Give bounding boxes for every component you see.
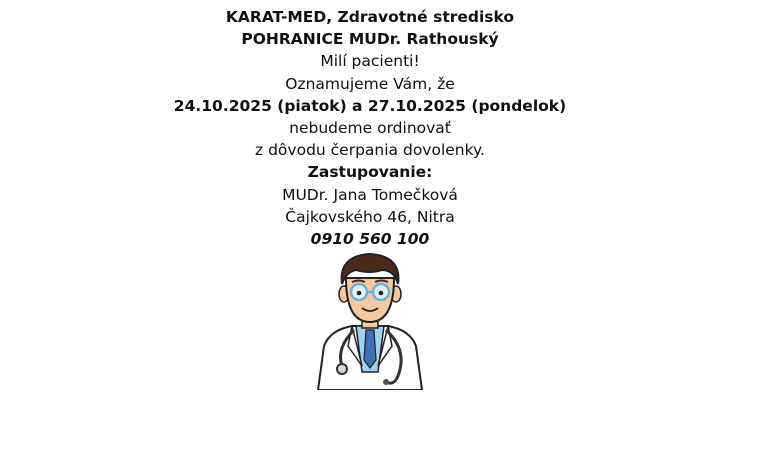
closure-dates: 24.10.2025 (piatok) a 27.10.2025 (pondelok) [173,96,567,115]
substitute-address: Čajkovského 46, Nitra [285,207,455,226]
clinic-name: KARAT-MED, Zdravotné stredisko [225,8,515,26]
doctor-cartoon-icon [290,248,450,390]
notice-text [0,6,740,250]
substitute-heading: Zastupovanie: [307,163,433,182]
closure-reason: z dôvodu čerpania dovolenky. [255,141,485,160]
closure-statement: nebudeme ordinovať [289,118,451,137]
substitute-phone: 0910 560 100 [310,229,430,248]
greeting: Milí pacienti! [320,52,420,71]
clinic-location-doctor: POHRANICE MUDr. Rathouský [241,30,499,49]
substitute-doctor-name: MUDr. Jana Tomečková [282,185,458,204]
announcement-intro: Oznamujeme Vám, že [285,74,455,93]
